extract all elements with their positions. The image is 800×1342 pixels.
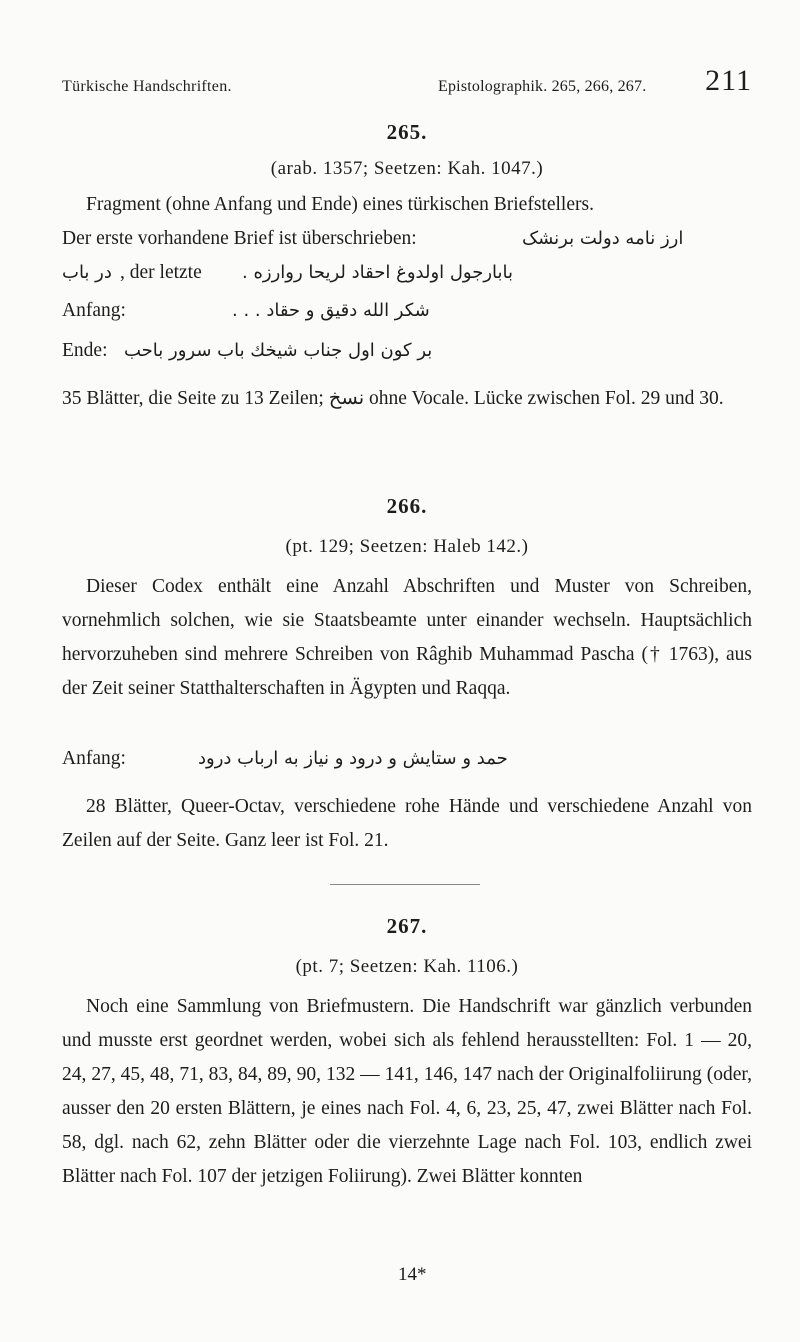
- entry-267-number: 267.: [386, 914, 428, 938]
- entry-265-ende-row: [62, 334, 752, 368]
- entry-265-last-letter-label: , der letzte: [120, 262, 202, 283]
- entry-266-body-text: Dieser Codex enthält eine Anzahl Abschriften und Muster von Schreiben, vornehmlich solchen, wie sie Staatsbeamte unter einander wechseln. Hauptsächlich hervorzuheben sind mehrere Schreiben von Râghib Muhammad Pascha († 1763), aus der Zeit seiner Statthalterschaften in Ägypten und Raqqa.: [62, 576, 752, 699]
- entry-266-anfang-row: [62, 742, 752, 776]
- signature-mark: 14*: [398, 1264, 427, 1285]
- entry-266-number: 266.: [386, 494, 428, 518]
- entry-265-intro: [62, 188, 752, 222]
- entry-265-anfang-label: Anfang:: [62, 300, 126, 321]
- entry-265-reference: (arab. 1357; Seetzen: Kah. 1047.): [270, 158, 544, 179]
- entry-266-body: [62, 570, 752, 706]
- entry-267-reference: (pt. 7; Seetzen: Kah. 1106.): [295, 956, 519, 977]
- entry-266-reference: (pt. 129; Seetzen: Haleb 142.): [285, 536, 529, 557]
- running-header: [62, 64, 752, 97]
- entry-266-anfang-label: Anfang:: [62, 748, 126, 769]
- entry-267-body: [62, 990, 752, 1194]
- entry-266-description: [62, 790, 752, 858]
- entry-265-ende-arabic: ﺑﺮ ﻛﻮﻥ ﺍﻭﻝ ﺟﻨﺎﺏ ﺷﻴﺨﻚ ﺑﺎﺏ ﺳﺮﻭﺭ ﺑﺎﺣﺐ: [124, 340, 433, 361]
- entry-265-last-letter-arabic: ﺑﺎﺑﺎﺭﺟﻮﻝ ﺍﻭﻟﺪﻭﻍ ﺍﺣﻘﺎﺩ ﻟﺮﻳﺤﺎ ﺭﻭﺍﺭﺯﻩ .: [242, 262, 514, 283]
- entry-265-first-letter-label: Der erste vorhandene Brief ist überschrieben:: [62, 228, 417, 249]
- entry-265-line1: Fragment (ohne Anfang und Ende) eines türkischen Briefstellers.: [86, 194, 594, 215]
- entry-265-anfang-row: [62, 294, 752, 328]
- entry-265-description: [62, 382, 752, 416]
- entry-266-anfang-arabic: ﺣﻤﺪ ﻭ ﺳﺘﺎﻳﺶ ﻭ ﺩﺭﻭﺩ ﻭ ﻧﻴﺎﺯ ﺑﻪ ﺍﺭﺑﺎﺏ ﺩﺭﻭﺩ: [198, 748, 508, 769]
- entry-265-ende-label: Ende:: [62, 340, 108, 361]
- entry-266-description-text: 28 Blätter, Queer-Octav, verschiedene rohe Hände und verschiedene Anzahl von Zeilen auf der Seite. Ganz leer ist Fol. 21.: [62, 796, 752, 851]
- page-number: 211: [705, 64, 752, 97]
- entry-265-first-letter-arabic: ارز نامه دولت برنشک: [522, 228, 684, 249]
- header-section-title: Epistolographik. 265, 266, 267.: [438, 78, 647, 95]
- entry-265-first-letter-row: [62, 222, 752, 256]
- entry-265-number: 265.: [386, 120, 428, 144]
- section-divider: [330, 884, 480, 885]
- header-collection-title: Türkische Handschriften.: [62, 78, 232, 95]
- entry-265-anfang-arabic: ﺷﻜﺮ ﺍﻟﻠﻪ ﺩﻗﻴﻖ ﻭ ﺣﻘﺎﺩ . . .: [232, 300, 430, 321]
- entry-265-arabic-bab: ﺩﺭ ﺑﺎﺏ: [62, 262, 112, 283]
- entry-265-description-text: 35 Blätter, die Seite zu 13 Zeilen; نسخ ohne Vocale. Lücke zwischen Fol. 29 und 30.: [62, 388, 724, 409]
- entry-267-body-text: Noch eine Sammlung von Briefmustern. Die Handschrift war gänzlich verbunden und musste erst geordnet werden, wobei sich als fehlend herausstellten: Fol. 1 — 20, 24, 27, 45, 48, 71, 83, 84, 89, 90, 132 — 141, 146, 147 nach der Originalfoliirung (oder, ausser den 20 ersten Blättern, je eines nach Fol. 4, 6, 23, 25, 47, zwei Blätter nach Fol. 58, dgl. nach 62, zehn Blätter oder die vierzehnte Lage nach Fol. 103, endlich zwei Blätter nach Fol. 107 der jetzigen Foliirung). Zwei Blätter konnten: [62, 996, 752, 1187]
- entry-265-last-letter-row: [62, 256, 752, 290]
